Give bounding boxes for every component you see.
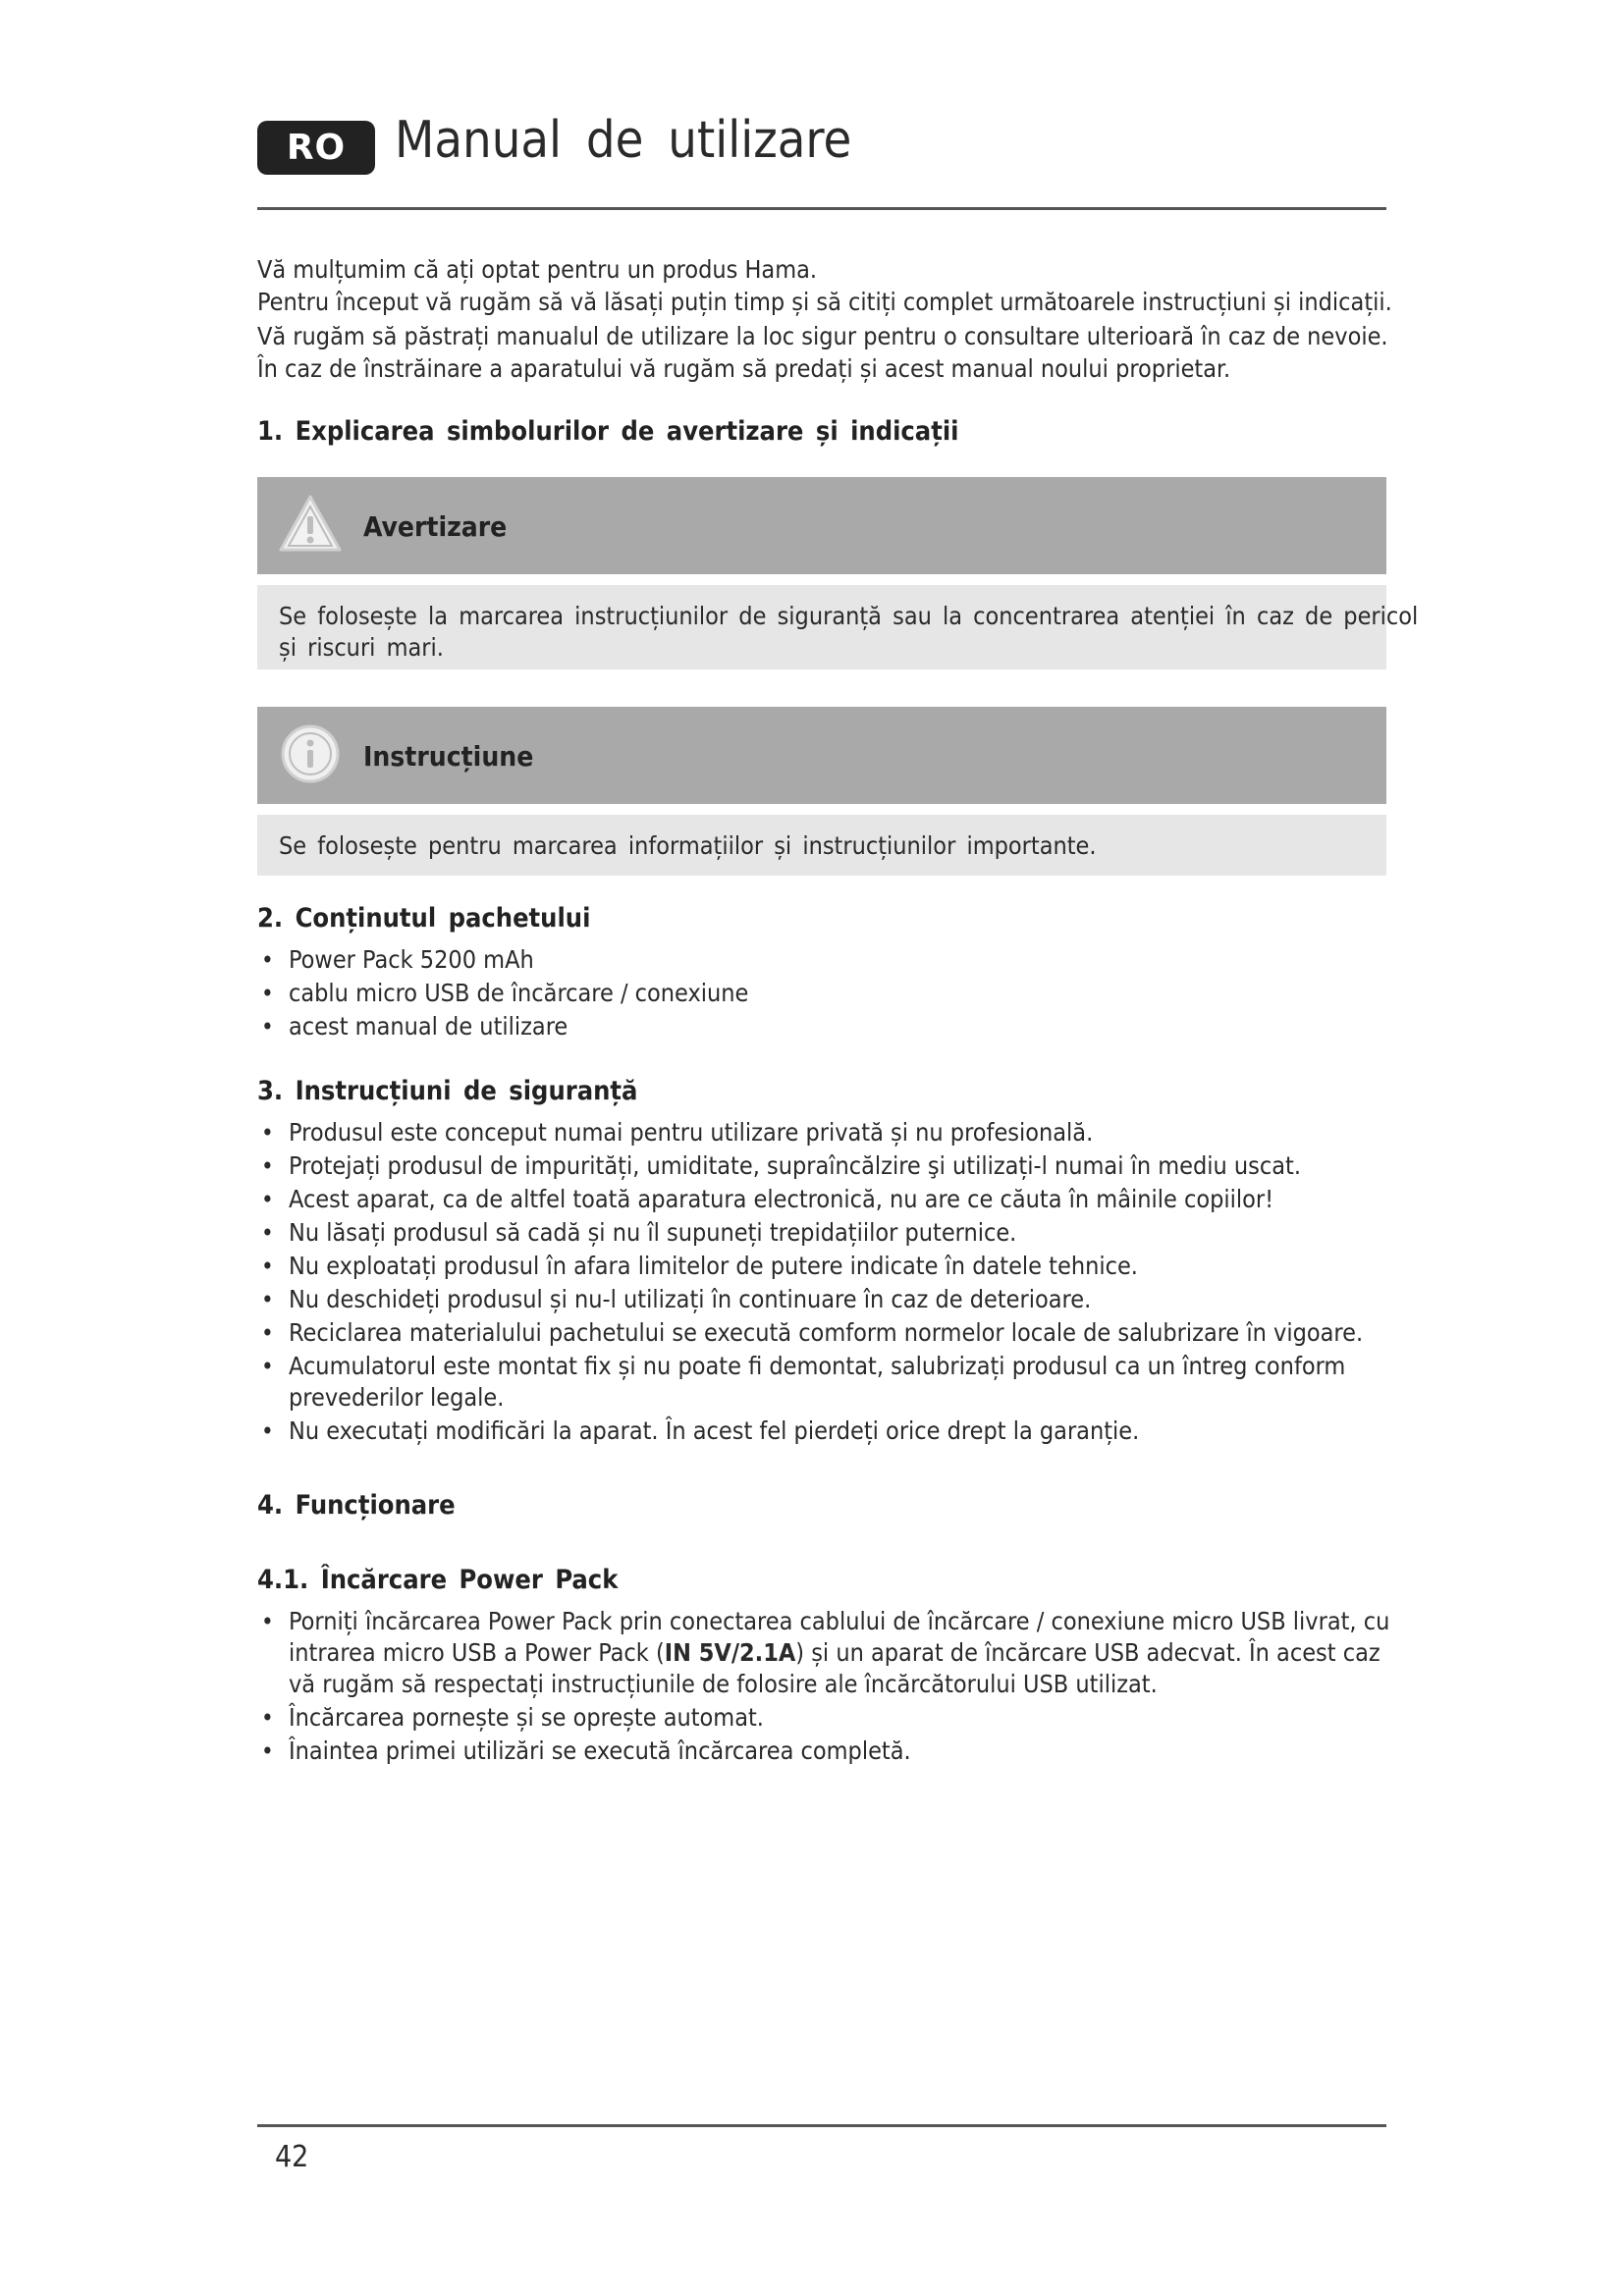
list-item: • Produsul este conceput numai pentru utilizare privată și nu profesională. [257,1117,1396,1148]
safety-list [257,1117,1396,1449]
list-item: • cablu micro USB de încărcare / conexiune [257,978,1396,1009]
list-item: • Protejați produsul de impurități, umiditate, supraîncălzire şi utilizați-l numai în mediu uscat. [257,1150,1396,1182]
warning-triangle-icon [277,493,344,556]
info-box-header [257,707,1386,804]
intro-line: În caz de înstrăinare a aparatului vă rugăm să predați și acest manual noului proprietar. [257,354,1231,383]
warning-box-body [257,585,1419,669]
list-item: • Power Pack 5200 mAh [257,944,1396,976]
section-heading-package: 2. Conținutul pachetului [257,903,591,934]
input-spec: IN 5V/2.1A [664,1638,796,1667]
page-title: Manual de utilizare [395,111,852,170]
list-item: • Nu deschideți produsul și nu-l utilizați în continuare în caz de deterioare. [257,1284,1396,1315]
info-title: Instrucțiune [363,740,534,773]
list-item: • acest manual de utilizare [257,1011,1396,1042]
list-item: • Acest aparat, ca de altfel toată aparatura electronică, nu are ce căuta în mâinile copiilor! [257,1184,1396,1215]
intro-line: Pentru început vă rugăm să vă lăsați puțin timp și să citiți complet următoarele instrucțiuni și indicații. [257,288,1392,316]
list-item: • Nu exploatați produsul în afara limitelor de putere indicate în datele tehnice. [257,1251,1396,1282]
page-number: 42 [275,2140,309,2174]
list-item: • Acumulatorul este montat fix și nu poate fi demontat, salubrizați produsul ca un întreg conform prevederilor legale. [257,1351,1396,1414]
footer-rule [257,2124,1386,2127]
section-heading-operation: 4. Funcționare [257,1490,456,1521]
list-item: • Încărcarea pornește și se oprește automat. [257,1702,1396,1734]
charging-list [257,1606,1396,1769]
header-rule [257,207,1386,210]
warning-box-header [257,477,1386,574]
warning-text: Se folosește la marcarea instrucțiunilor de siguranță sau la concentrarea atenției în caz de pericol și riscuri mari. [279,602,1419,662]
charging-text-start: Porniți încărcarea Power Pack prin conectarea cablului de încărcare / conexiune micro USB livrat, cu intrarea micro USB a Power Pack ( [289,1607,1390,1667]
list-item [257,1606,1396,1700]
list-item: • Nu executați modificări la aparat. În acest fel pierdeți orice drept la garanție. [257,1415,1396,1447]
intro-line: Vă mulțumim că ați optat pentru un produs Hama. [257,255,818,284]
list-item: • Nu lăsați produsul să cadă și nu îl supuneți trepidațiilor puternice. [257,1217,1396,1249]
list-item: • Înaintea primei utilizări se execută încărcarea completă. [257,1735,1396,1767]
list-item: • Reciclarea materialului pachetului se execută comform normelor locale de salubrizare în vigoare. [257,1317,1396,1349]
section-heading-safety: 3. Instrucțiuni de siguranță [257,1076,638,1106]
warning-title: Avertizare [363,510,508,543]
intro-line: Vă rugăm să păstrați manualul de utilizare la loc sigur pentru o consultare ulterioară în caz de nevoie. [257,322,1388,350]
section-heading-symbols: 1. Explicarea simbolurilor de avertizare și indicații [257,416,959,447]
language-badge: RO [257,121,375,175]
info-box-body [257,815,1386,876]
package-list [257,944,1396,1044]
intro-paragraph [257,253,1396,385]
info-text: Se folosește pentru marcarea informațiilor și instrucțiunilor importante. [279,831,1097,860]
info-circle-icon [277,722,344,785]
section-heading-charging: 4.1. Încărcare Power Pack [257,1565,619,1595]
charging-text-end: ) și un aparat de încărcare USB adecvat. În acest caz vă rugăm să respectați instrucțiunile de folosire ale încărcătorului USB utilizat. [289,1638,1380,1698]
